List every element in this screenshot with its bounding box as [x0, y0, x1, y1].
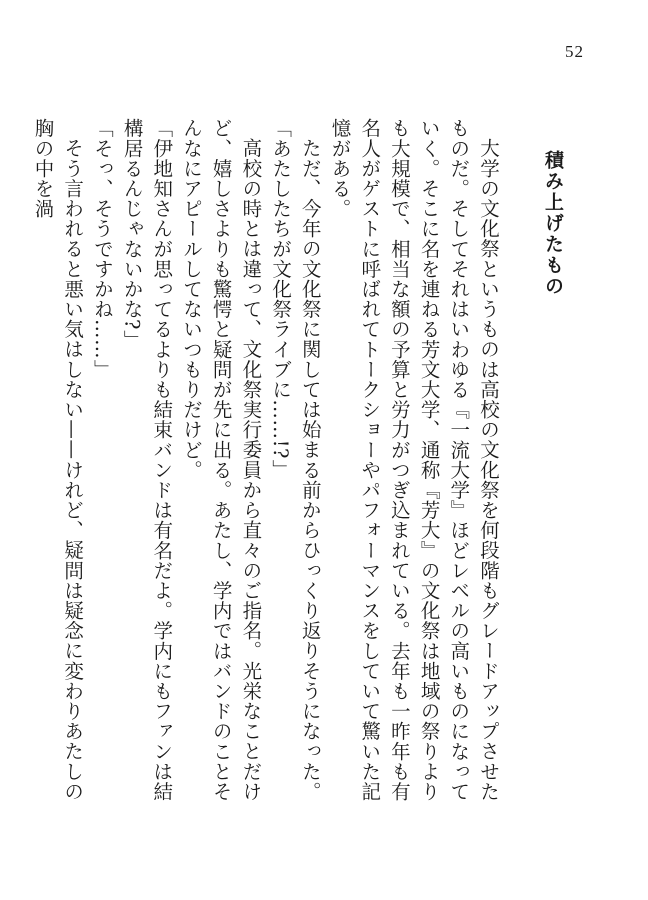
page-number: 52: [565, 42, 584, 61]
paragraph-5: 「伊地知さんが思ってるよりも結束バンドは有名だよ。学内にもファンは結構居るんじゃないかな?」: [120, 118, 174, 802]
body-text: [31, 118, 503, 818]
paragraph-4: 高校の時とは違って、文化祭実行委員から直々のご指名。光栄なことだけど、嬉しさよりも驚愕と疑問が先に出る。あたし、学内ではバンドのことそんなにアピールしてないつもりだけど。: [179, 118, 263, 802]
paragraph-6: 「そっ、そうですかね……」: [90, 118, 114, 380]
paragraph-2: ただ、今年の文化祭に関しては始まる前からひっくり返りそうになった。: [298, 137, 322, 801]
chapter-title: 積み上げたもの: [542, 150, 564, 297]
paragraph-3: 「あたしたちが文化祭ライブに……!?」: [269, 118, 293, 480]
paragraph-7: そう言われると悪い気はしない——けれど、疑問は疑念に変わりあたしの胸の中を渦: [31, 118, 85, 801]
paragraph-1: 大学の文化祭というものは高校の文化祭を何段階もグレードアップさせたものだ。そしてそれはいわゆる『一流大学』ほどレベルの高いものになっていく。そこに名を連ねる芳文大学、通称『芳大』の文化祭は地域の祭りよりも大規模で、相当な額の予算と労力がつぎ込まれている。去年も一昨年も有名人がゲストに呼ばれてトークショーやパフォーマンスをしていて驚いた記憶がある。: [328, 118, 500, 802]
